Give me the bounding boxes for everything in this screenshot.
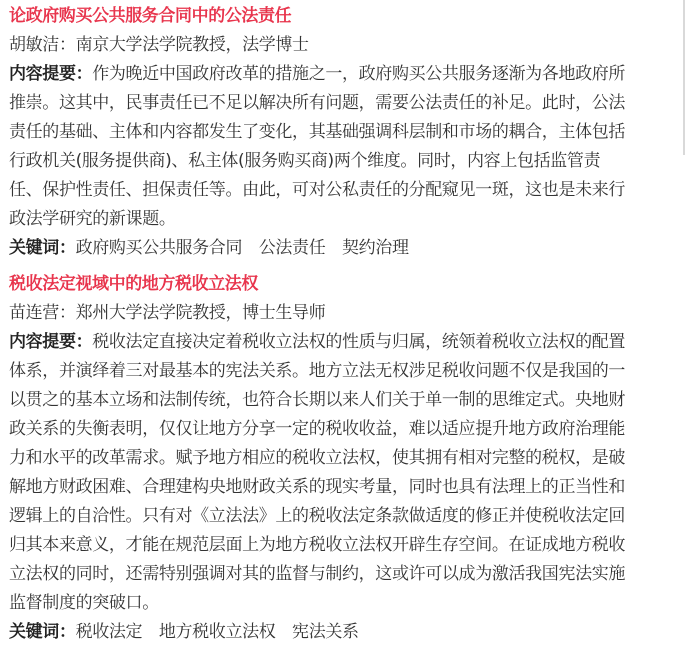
keywords-label: 关键词： [9,238,76,258]
abstract-line: 解地方财政困难、合理建构央地财政关系的现实考量，同时也具有法理上的正当性和 [9,477,626,497]
abstract-label: 内容提要： [9,332,93,352]
abstract-line: 责任的基础、主体和内容都发生了变化，其基础强调科层制和市场的耦合，主体包括 [9,122,626,142]
abstract-line: 力和水平的改革需求。赋予地方相应的税收立法权，使其拥有相对完整的税权，是破 [9,448,626,468]
abstract-label: 内容提要： [9,64,93,84]
abstract-line: 任、保护性责任、担保责任等。由此，可对公私责任的分配窥见一斑，这也是未来行 [9,180,626,200]
abstract-line: 政关系的失衡表明，仅仅让地方分享一定的税收收益，难以适应提升地方政府治理能 [9,419,626,439]
abstract-text: 作为晚近中国政府改革的措施之一，政府购买公共服务逐渐为各地政府所 [92,64,626,84]
abstract-line: 立法权的同时，还需特别强调对其的监督与制约，这或许可以成为激活我国宪法实施 [9,564,626,584]
abstract-line: 行政机关(服务提供商)、私主体(服务购买商)两个维度。同时，内容上包括监管责 [9,151,601,171]
keywords-text: 政府购买公共服务合同 公法责任 契约治理 [75,238,409,258]
abstract-line: 推崇。这其中，民事责任已不足以解决所有问题，需要公法责任的补足。此时，公法 [9,93,626,113]
keywords-label: 关键词： [9,622,76,642]
abstract-line: 监督制度的突破口。 [9,593,159,613]
article-title[interactable]: 税收法定视域中的地方税收立法权 [9,274,258,294]
article-title[interactable]: 论政府购买公共服务合同中的公法责任 [9,6,292,26]
abstract [9,328,675,618]
abstract-text: 税收法定直接决定着税收立法权的性质与归属，统领着税收立法权的配置 [92,332,626,352]
keywords-line [9,234,675,263]
abstract [9,60,675,234]
abstract-line [9,60,675,89]
abstract-line [9,328,675,357]
article-2 [0,271,685,647]
author-line: 苗连营：郑州大学法学院教授，博士生导师 [9,303,326,323]
author-line: 胡敏洁：南京大学法学院教授，法学博士 [9,35,309,55]
abstract-line: 归其本来意义，才能在规范层面上为地方税收立法权开辟生存空间。在证成地方税收 [9,535,626,555]
abstract-line: 政法学研究的新课题。 [9,209,176,229]
keywords-line [9,618,675,647]
abstract-line: 体系，并演绎着三对最基本的宪法关系。地方立法无权涉足税收问题不仅是我国的一 [9,361,626,381]
keywords-text: 税收法定 地方税收立法权 宪法关系 [75,622,359,642]
abstract-line: 以贯之的基本立场和法制传统，也符合长期以来人们关于单一制的思维定式。央地财 [9,390,626,410]
article-1 [0,3,685,263]
abstract-line: 逻辑上的自洽性。只有对《立法法》上的税收法定条款做适度的修正并使税收法定回 [9,506,626,526]
